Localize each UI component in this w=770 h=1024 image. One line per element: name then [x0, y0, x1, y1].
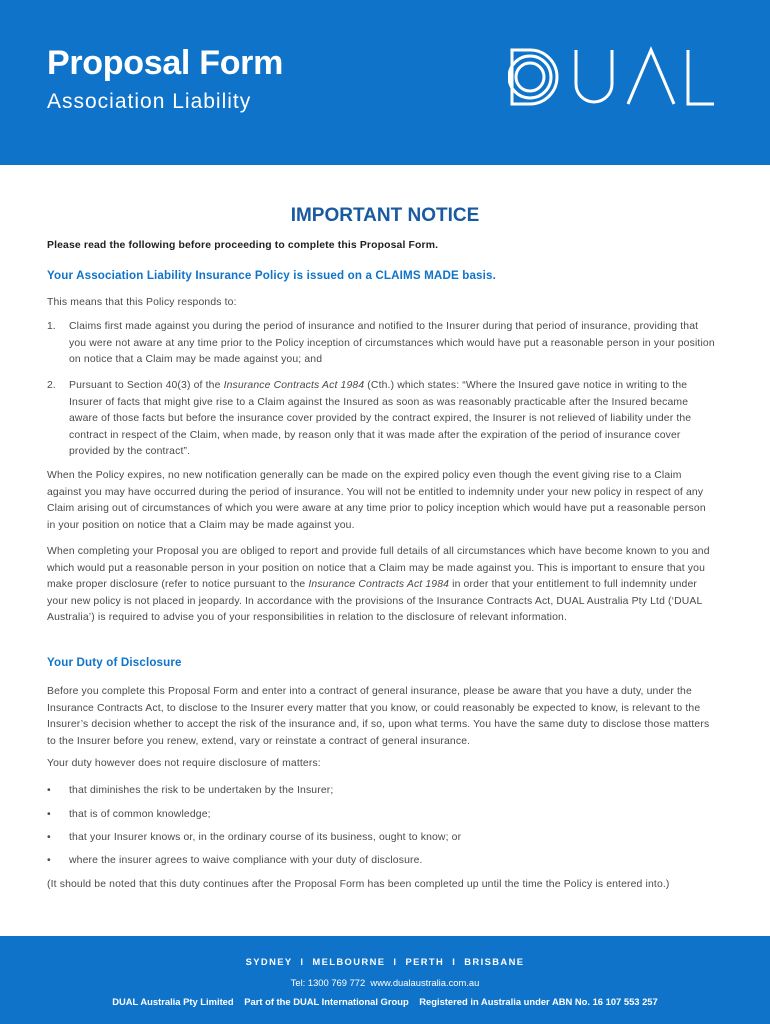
page-title: Proposal Form: [47, 44, 284, 82]
bullet-icon: •: [47, 832, 51, 843]
act-name: Insurance Contracts Act 1984: [308, 579, 450, 590]
duty-of-disclosure-heading: Your Duty of Disclosure: [47, 656, 182, 669]
not-require-text: Your duty however does not require disclosure of matters:: [47, 758, 321, 769]
item-text-post: (Cth.) which states: “Where the Insured gave notice in writing to the Insurer of facts that might give rise to a Claim against the Insured as soon as was reasonably practicable after the Insured became aware of those facts but before the insurance cover provided by the contract expired, the Insurer is not relieved of liability under the contract in respect of the Claim, when made, by reason only that it was made after the expiration of the period of insurance cover provided by the contract”.: [69, 380, 692, 457]
list-item-text: [69, 378, 715, 461]
dual-logo: [508, 46, 718, 108]
footer-contact: Tel: 1300 769 772 www.dualaustralia.com.au: [290, 977, 480, 988]
header-band: [0, 0, 770, 165]
footer-registration: [0, 996, 770, 1007]
responds-intro: This means that this Policy responds to:: [47, 297, 237, 308]
list-number: 2.: [47, 380, 56, 391]
bullet-icon: •: [47, 809, 51, 820]
item-text-pre: Pursuant to Section 40(3) of the: [69, 380, 224, 391]
footer-company: DUAL Australia Pty Limited: [112, 996, 234, 1007]
completing-paragraph: [47, 544, 715, 627]
claims-made-heading: Your Association Liability Insurance Policy is issued on a CLAIMS MADE basis.: [47, 269, 496, 282]
expiry-paragraph: When the Policy expires, no new notification generally can be made on the expired policy even though the event giving rise to a Claim against you may have occurred during the period of insurance. You will not be entitled to indemnity under your new policy in respect of any Claim arising out of circumstances of which you were aware at any time prior to policy inception which would have put a reasonable person in your position on notice that a Claim may be made against you.: [47, 470, 706, 531]
act-name: Insurance Contracts Act 1984: [223, 380, 365, 391]
completing-pre: When completing your Proposal you are obliged to report and provide full details of all circumstances which have become known to you and which would put a reasonable person in your position on notice that a Claim may be made against you. This is important to ensure that you make proper disclosure (refer to notice pursuant to the: [47, 546, 710, 590]
completing-post: in order that your entitlement to full indemnity under your new policy is not placed in jeopardy. In accordance with the provisions of the Insurance Contracts Act, DUAL Australia Pty Ltd (‘DUAL Australia’) is required to advise you of your responsibilities in relation to the disclosure of relevant information.: [47, 579, 703, 623]
instruction-text: Please read the following before proceeding to complete this Proposal Form.: [47, 240, 439, 251]
bullet-text: that diminishes the risk to be undertaken by the Insurer;: [69, 785, 334, 796]
bullet-text: that your Insurer knows or, in the ordinary course of its business, ought to know; or: [69, 832, 462, 843]
footer-band: [0, 936, 770, 1024]
disclosure-intro: Before you complete this Proposal Form and enter into a contract of general insurance, please be aware that you have a duty, under the Insurance Contracts Act, to disclose to the Insurer every matter that you know, or could reasonably be expected to know, is relevant to the Insurer’s decision whether to accept the risk of the insurance and, if so, upon what terms. You have the same duty to disclose those matters to the Insurer before you renew, extend, vary or reinstate a contract of general insurance.: [47, 686, 710, 747]
page-subtitle: Association Liability: [47, 90, 252, 113]
list-item-text: Claims first made against you during the period of insurance and notified to the Insurer during that period of insurance, providing that you were not aware at any time prior to the Policy inception of circumstances which would have put a reasonable person in your position on notice that a Claim may be made against you; and: [69, 321, 715, 365]
duty-note: (It should be noted that this duty continues after the Proposal Form has been completed up until the time the Policy is entered into.): [47, 879, 670, 890]
bullet-text: that is of common knowledge;: [69, 809, 211, 820]
footer-abn: Registered in Australia under ABN No. 16 107 553 257: [419, 996, 658, 1007]
bullet-icon: •: [47, 785, 51, 796]
bullet-icon: •: [47, 855, 51, 866]
footer-cities: SYDNEY I MELBOURNE I PERTH I BRISBANE: [245, 956, 525, 967]
bullet-text: where the insurer agrees to waive compliance with your duty of disclosure.: [69, 855, 423, 866]
list-number: 1.: [47, 321, 56, 332]
important-notice-heading: IMPORTANT NOTICE: [290, 205, 480, 226]
footer-group: Part of the DUAL International Group: [244, 996, 409, 1007]
